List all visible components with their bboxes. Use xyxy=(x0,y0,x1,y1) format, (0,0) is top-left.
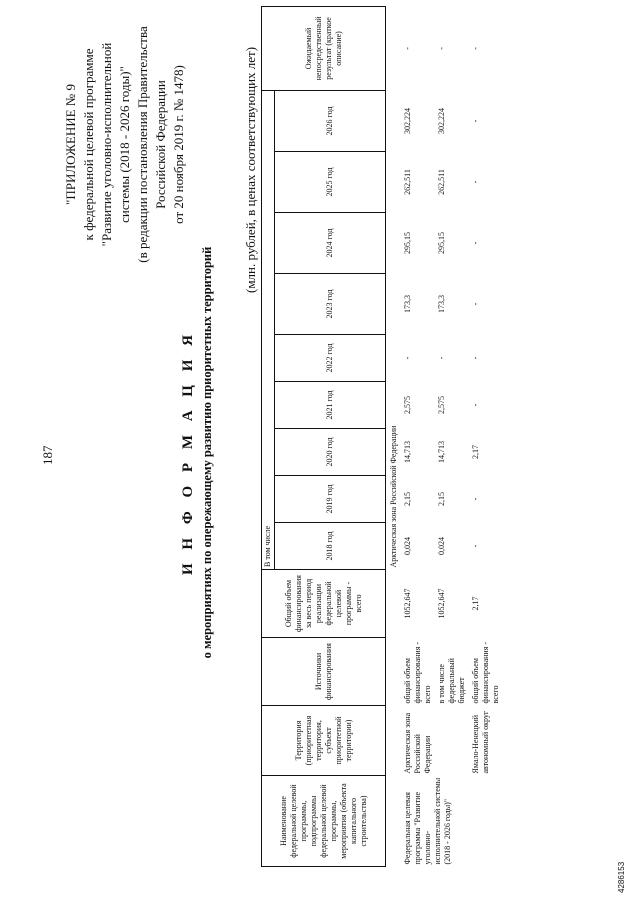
units-note: (млн. рублей, в ценах соответствующих лет) xyxy=(243,46,258,293)
source-cell: в том числе федеральный бюджет xyxy=(437,658,466,704)
table-row xyxy=(401,6,435,866)
year-value: - xyxy=(471,403,480,407)
year-value: 302,224 xyxy=(403,107,412,134)
total-cell: 1052,647 xyxy=(403,588,412,619)
header-year: 2024 год xyxy=(275,213,386,274)
result-cell: - xyxy=(403,47,412,50)
year-value: 2,15 xyxy=(403,492,412,506)
year-value: - xyxy=(403,356,412,360)
year-value: 0,024 xyxy=(403,537,412,555)
year-value: - xyxy=(471,241,480,245)
header-year: 2025 год xyxy=(275,152,386,213)
year-value: 14,713 xyxy=(403,441,412,463)
year-value: 302,224 xyxy=(437,107,446,134)
year-value: 262,511 xyxy=(403,169,412,195)
result-cell: - xyxy=(471,47,480,50)
table-row xyxy=(435,6,469,866)
header-including: В том числе xyxy=(262,90,275,569)
table-row xyxy=(469,6,503,866)
appendix-line: системы (2018 - 2026 годы)" xyxy=(117,66,132,223)
appendix-line: (в редакции постановления Правительства xyxy=(135,26,150,263)
header-year: 2020 год xyxy=(275,429,386,476)
year-value: 2,17 xyxy=(471,445,480,459)
year-value: - xyxy=(437,356,446,360)
source-cell: общий объем финансирования - всего xyxy=(403,641,432,704)
year-value: - xyxy=(471,180,480,184)
appendix-line: к федеральной целевой программе xyxy=(81,48,96,241)
year-value: 0,024 xyxy=(437,537,446,555)
header-year: 2022 год xyxy=(275,335,386,382)
header-total: Общий объем финансирования за весь период реализации федеральной целевой программы - всего xyxy=(262,570,386,638)
appendix-header xyxy=(62,22,188,267)
header-year: 2018 год xyxy=(275,523,386,570)
year-value: 2,575 xyxy=(403,396,412,414)
total-cell: 1052,647 xyxy=(437,588,446,619)
year-value: 295,15 xyxy=(437,232,446,254)
appendix-line: Российской Федерации xyxy=(153,80,168,209)
program-name: Федеральная целевая программа "Развитие уголовно-исполнительной системы (2018 - 2026 годы)" xyxy=(403,777,452,865)
year-value: - xyxy=(471,302,480,306)
result-cell: - xyxy=(437,47,446,50)
measures-table xyxy=(261,6,503,867)
header-result: Ожидаемый непосредственный результат (краткое описание) xyxy=(262,6,386,90)
total-cell: 2,17 xyxy=(471,596,480,611)
year-value: 173,3 xyxy=(403,295,412,313)
year-value: 14,713 xyxy=(437,441,446,463)
year-value: - xyxy=(471,497,480,501)
section-label: Арктическая зона Российской Федерации xyxy=(389,425,398,568)
document-subtitle: о мероприятиях по опережающему развитию приоритетных территорий xyxy=(200,246,214,659)
header-source: Источники финансирования xyxy=(262,638,386,706)
appendix-line: от 20 ноября 2019 г. № 1478) xyxy=(171,65,186,224)
header-year: 2019 год xyxy=(275,476,386,523)
territory-cell xyxy=(435,706,469,776)
source-cell: общий объем финансирования - всего xyxy=(471,641,500,704)
header-year: 2023 год xyxy=(275,274,386,335)
territory-cell: Ямало-Ненецкий автономный округ xyxy=(471,710,490,774)
year-value: 262,511 xyxy=(437,169,446,195)
year-value: 2,15 xyxy=(437,492,446,506)
header-name: Наименование федеральной целевой программы, подпрограммы федеральной целевой программы, мероприятия (объекта капитального строительства) xyxy=(262,776,386,867)
territory-cell: Арктическая зона Российской Федерации xyxy=(403,712,432,774)
year-value: - xyxy=(471,544,480,548)
year-value: - xyxy=(471,356,480,360)
year-value: 173,3 xyxy=(437,295,446,313)
appendix-line: "Развитие уголовно-исполнительной xyxy=(99,42,114,247)
year-value: 2,575 xyxy=(437,396,446,414)
header-territory: Территория (приоритетная территория, субъект приоритетной территории) xyxy=(262,706,386,776)
header-year: 2026 год xyxy=(275,90,386,151)
year-value: 295,15 xyxy=(403,232,412,254)
document-code: 4286153 xyxy=(617,861,626,893)
header-year: 2021 год xyxy=(275,382,386,429)
appendix-line: "ПРИЛОЖЕНИЕ № 9 xyxy=(63,84,78,205)
page-number: 187 xyxy=(40,445,55,465)
document-title: И Н Ф О Р М А Ц И Я xyxy=(180,330,196,575)
year-value: - xyxy=(471,119,480,123)
